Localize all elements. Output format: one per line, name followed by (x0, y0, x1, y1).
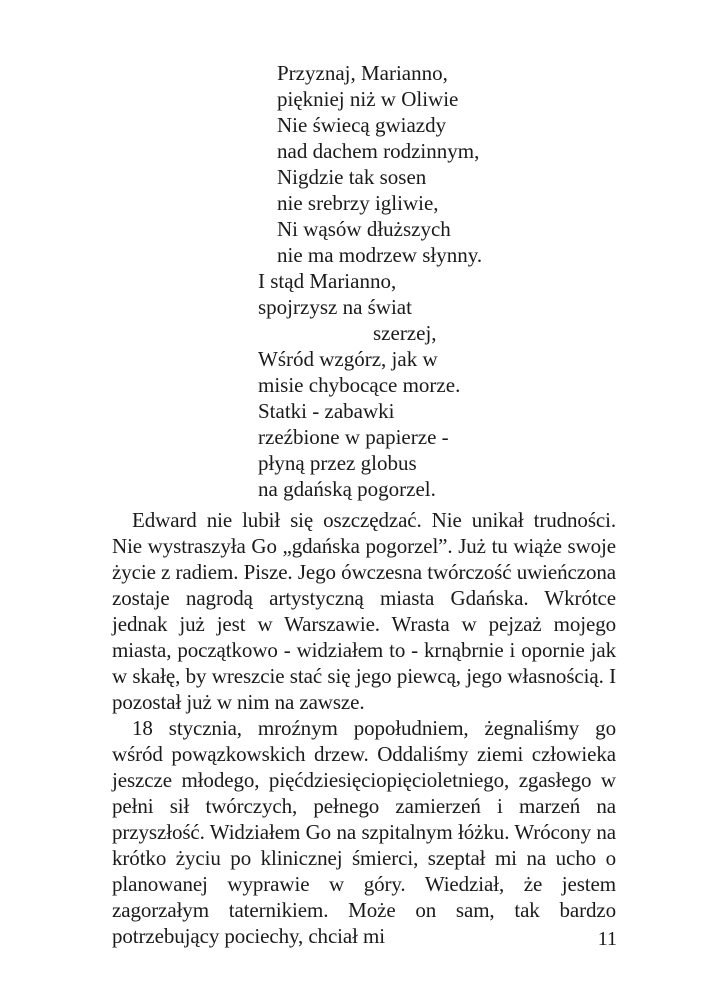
poem-line: nad dachem rodzinnym, (277, 139, 480, 163)
poem-line: szerzej, (373, 321, 437, 345)
prose-body (112, 507, 616, 949)
poem-line: Ni wąsów dłuższych (277, 217, 451, 241)
poem-line: spojrzysz na świat (258, 295, 412, 319)
poem-line: rzeźbione w papierze - (258, 425, 449, 449)
page-number: 11 (597, 928, 617, 950)
poem-line: na gdańską pogorzel. (258, 477, 436, 501)
poem-line: płyną przez globus (258, 451, 417, 475)
poem-line: Statki - zabawki (258, 399, 395, 423)
poem-line: Nie świecą gwiazdy (277, 113, 447, 137)
paragraph: 18 stycznia, mroźnym popołudniem, żegnaliśmy go wśród powązkowskich drzew. Oddaliśmy ziemi człowieka jeszcze młodego, pięćdziesięciopięcioletniego, zgasłego w pełni sił twórczych, pełnego zamierzeń i marzeń na przyszłość. Widziałem Go na szpitalnym łóżku. Wrócony na krótko życiu po klinicznej śmierci, szeptał mi na ucho o planowanej wyprawie w góry. Wiedział, że jestem zagorzałym taternikiem. Może on sam, tak bardzo potrzebujący pociechy, chciał mi (112, 716, 616, 948)
poem-line: Nigdzie tak sosen (277, 165, 427, 189)
poem-line: Wśród wzgórz, jak w (258, 347, 438, 371)
poem-line: misie chybocące morze. (258, 373, 461, 397)
poem-line: piękniej niż w Oliwie (277, 87, 459, 111)
paragraph: Edward nie lubił się oszczędzać. Nie unikał trudności. Nie wystraszyła Go „gdańska pogorzel”. Już tu wiąże swoje życie z radiem. Pisze. Jego ówczesna twórczość uwieńczona zostaje nagrodą artystyczną miasta Gdańska. Wkrótce jednak już jest w Warszawie. Wrasta w pejzaż mojego miasta, początkowo - widziałem to - krnąbrnie i opornie jak w skałę, by wreszcie stać się jego piewcą, jego własnością. I pozostał już w nim na zawsze. (112, 508, 616, 714)
poem-line: I stąd Marianno, (258, 269, 397, 293)
poem-line: nie ma modrzew słynny. (277, 243, 483, 267)
poem-line: Przyznaj, Marianno, (277, 61, 448, 85)
poem-line: nie srebrzy igliwie, (277, 191, 439, 215)
